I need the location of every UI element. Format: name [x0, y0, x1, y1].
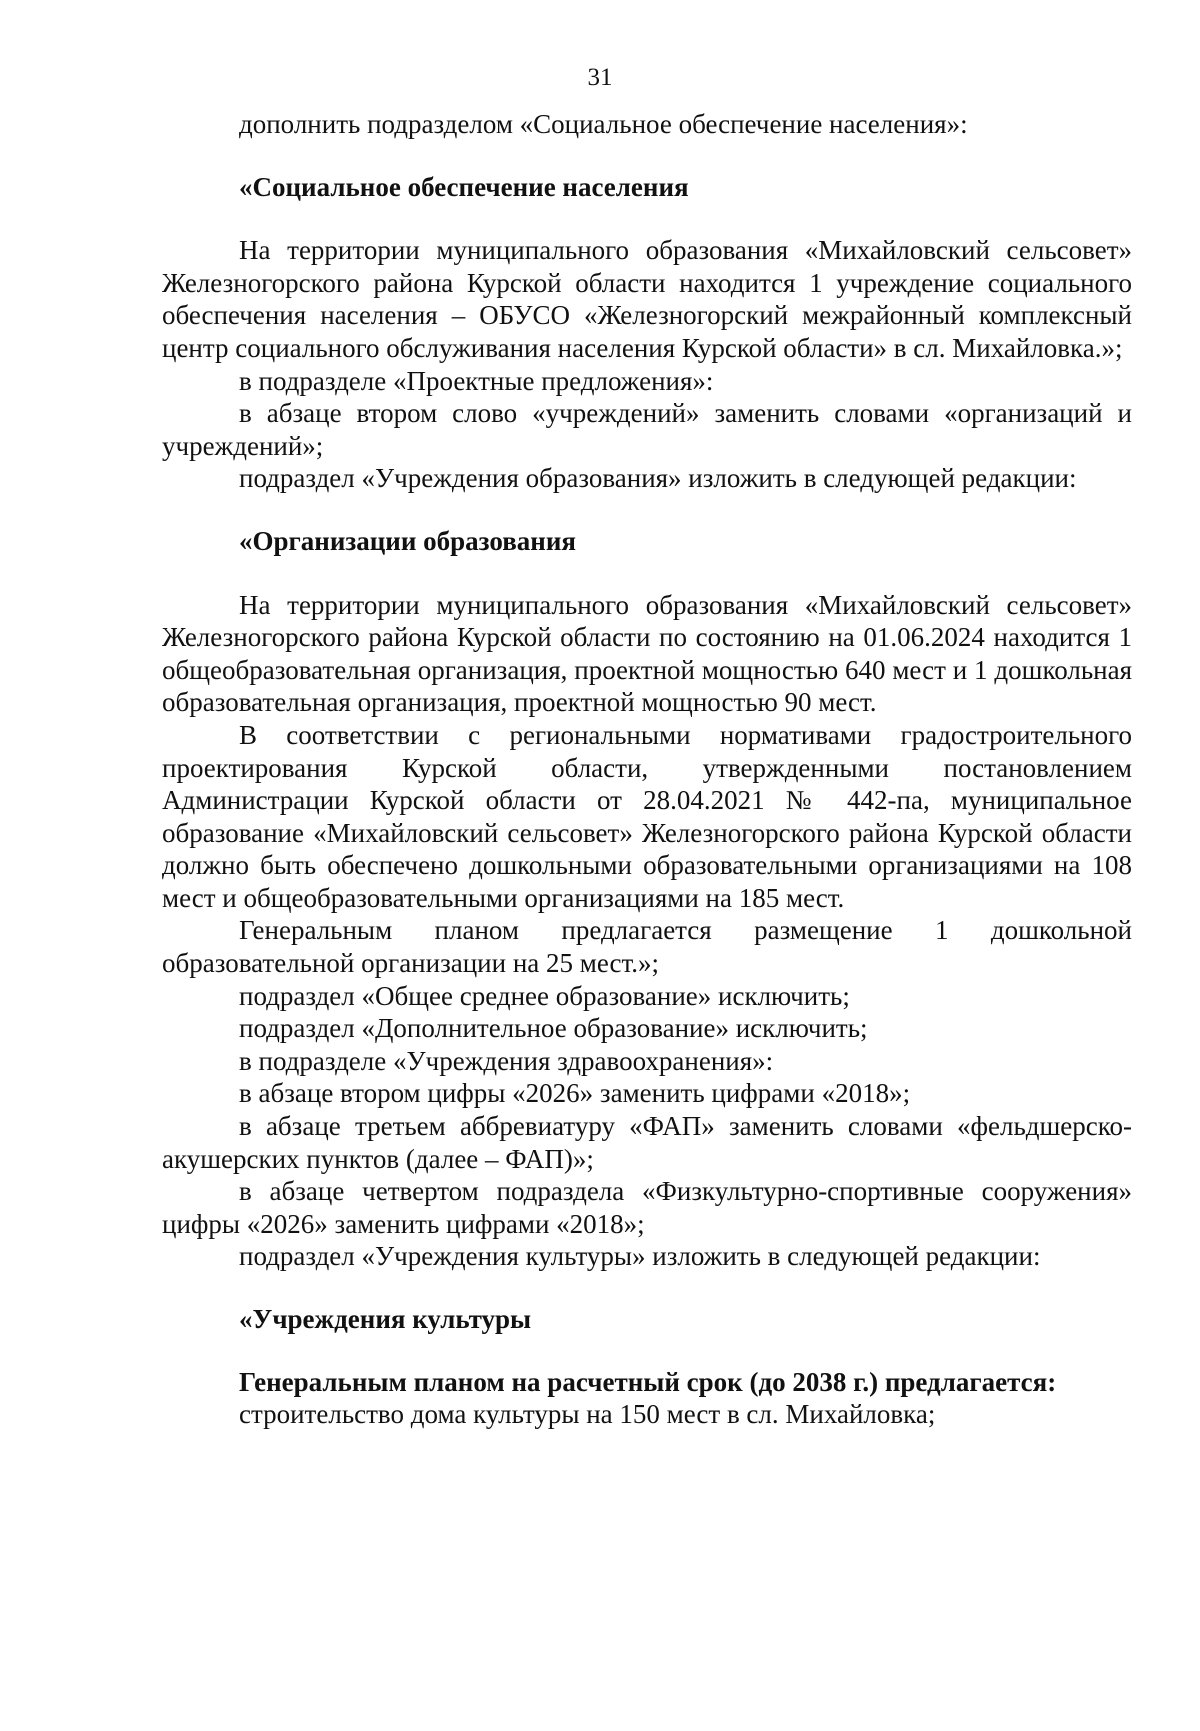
paragraph-project-proposals: в подразделе «Проектные предложения»: [239, 365, 714, 396]
paragraph-education-current: На территории муниципального образования «Михайловский сельсовет» Железногорского района Курской области по состоянию на 01.06.2024 находится 1 общеобразовательная организация, проектной мощностью 640 мест и 1 дошкольная образовательная организация, проектной мощностью 90 мест. [162, 589, 1132, 718]
paragraph-culture-subsection: подраздел «Учреждения культуры» изложить в следующей редакции: [239, 1241, 1041, 1272]
paragraph-sports-fourth: в абзаце четвертом подраздела «Физкультурно-спортивные сооружения» цифры «2026» заменить цифрами «2018»; [162, 1176, 1132, 1239]
paragraph-healthcare-second: в абзаце втором цифры «2026» заменить цифрами «2018»; [239, 1078, 911, 1109]
heading-education-organizations: «Организации образования [239, 525, 576, 556]
paragraph-social-security-body: На территории муниципального образования «Михайловский сельсовет» Железногорского района Курской области находится 1 учреждение социального обеспечения населения – ОБУСО «Железногорский межрайонный комплексный центр социального обслуживания населения Курской области» в сл. Михайловка.»; [162, 235, 1132, 363]
paragraph-intro: дополнить подразделом «Социальное обеспечение населения»: [239, 109, 968, 139]
paragraph-education-norms: В соответствии с региональными нормативами градостроительного проектирования Курской области, утвержденными постановлением Администрации Курской области от 28.04.2021 № 442-па, муниципальное образование «Михайловский сельсовет» Железногорского района Курской области должно быть обеспечено дошкольными образовательными организациями на 108 мест и общеобразовательными организациями на 185 мест. [162, 719, 1132, 913]
paragraph-additional-education-exclude: подраздел «Дополнительное образование» исключить; [239, 1013, 868, 1044]
paragraph-plan-proposal: Генеральным планом на расчетный срок (до 2038 г.) предлагается: [239, 1366, 1057, 1397]
paragraph-general-education-exclude: подраздел «Общее среднее образование» исключить; [239, 980, 850, 1011]
page-number: 31 [587, 64, 613, 91]
heading-social-security: «Социальное обеспечение населения [239, 171, 689, 202]
paragraph-education-subsection: подраздел «Учреждения образования» изложить в следующей редакции: [239, 463, 1077, 494]
paragraph-healthcare-subsection: в подразделе «Учреждения здравоохранения»: [239, 1045, 774, 1076]
document-body [162, 108, 1132, 1431]
paragraph-education-plan: Генеральным планом предлагается размещение 1 дошкольной образовательной организации на 25 мест.»; [162, 915, 1132, 979]
paragraph-second-abzac: в абзаце втором слово «учреждений» заменить словами «организаций и учреждений»; [162, 398, 1132, 461]
paragraph-healthcare-third: в абзаце третьем аббревиатуру «ФАП» заменить словами «фельдшерско-акушерских пунктов (далее – ФАП)»; [162, 1111, 1132, 1174]
paragraph-house-of-culture: строительство дома культуры на 150 мест в сл. Михайловка; [239, 1399, 936, 1430]
heading-culture: «Учреждения культуры [239, 1304, 532, 1334]
